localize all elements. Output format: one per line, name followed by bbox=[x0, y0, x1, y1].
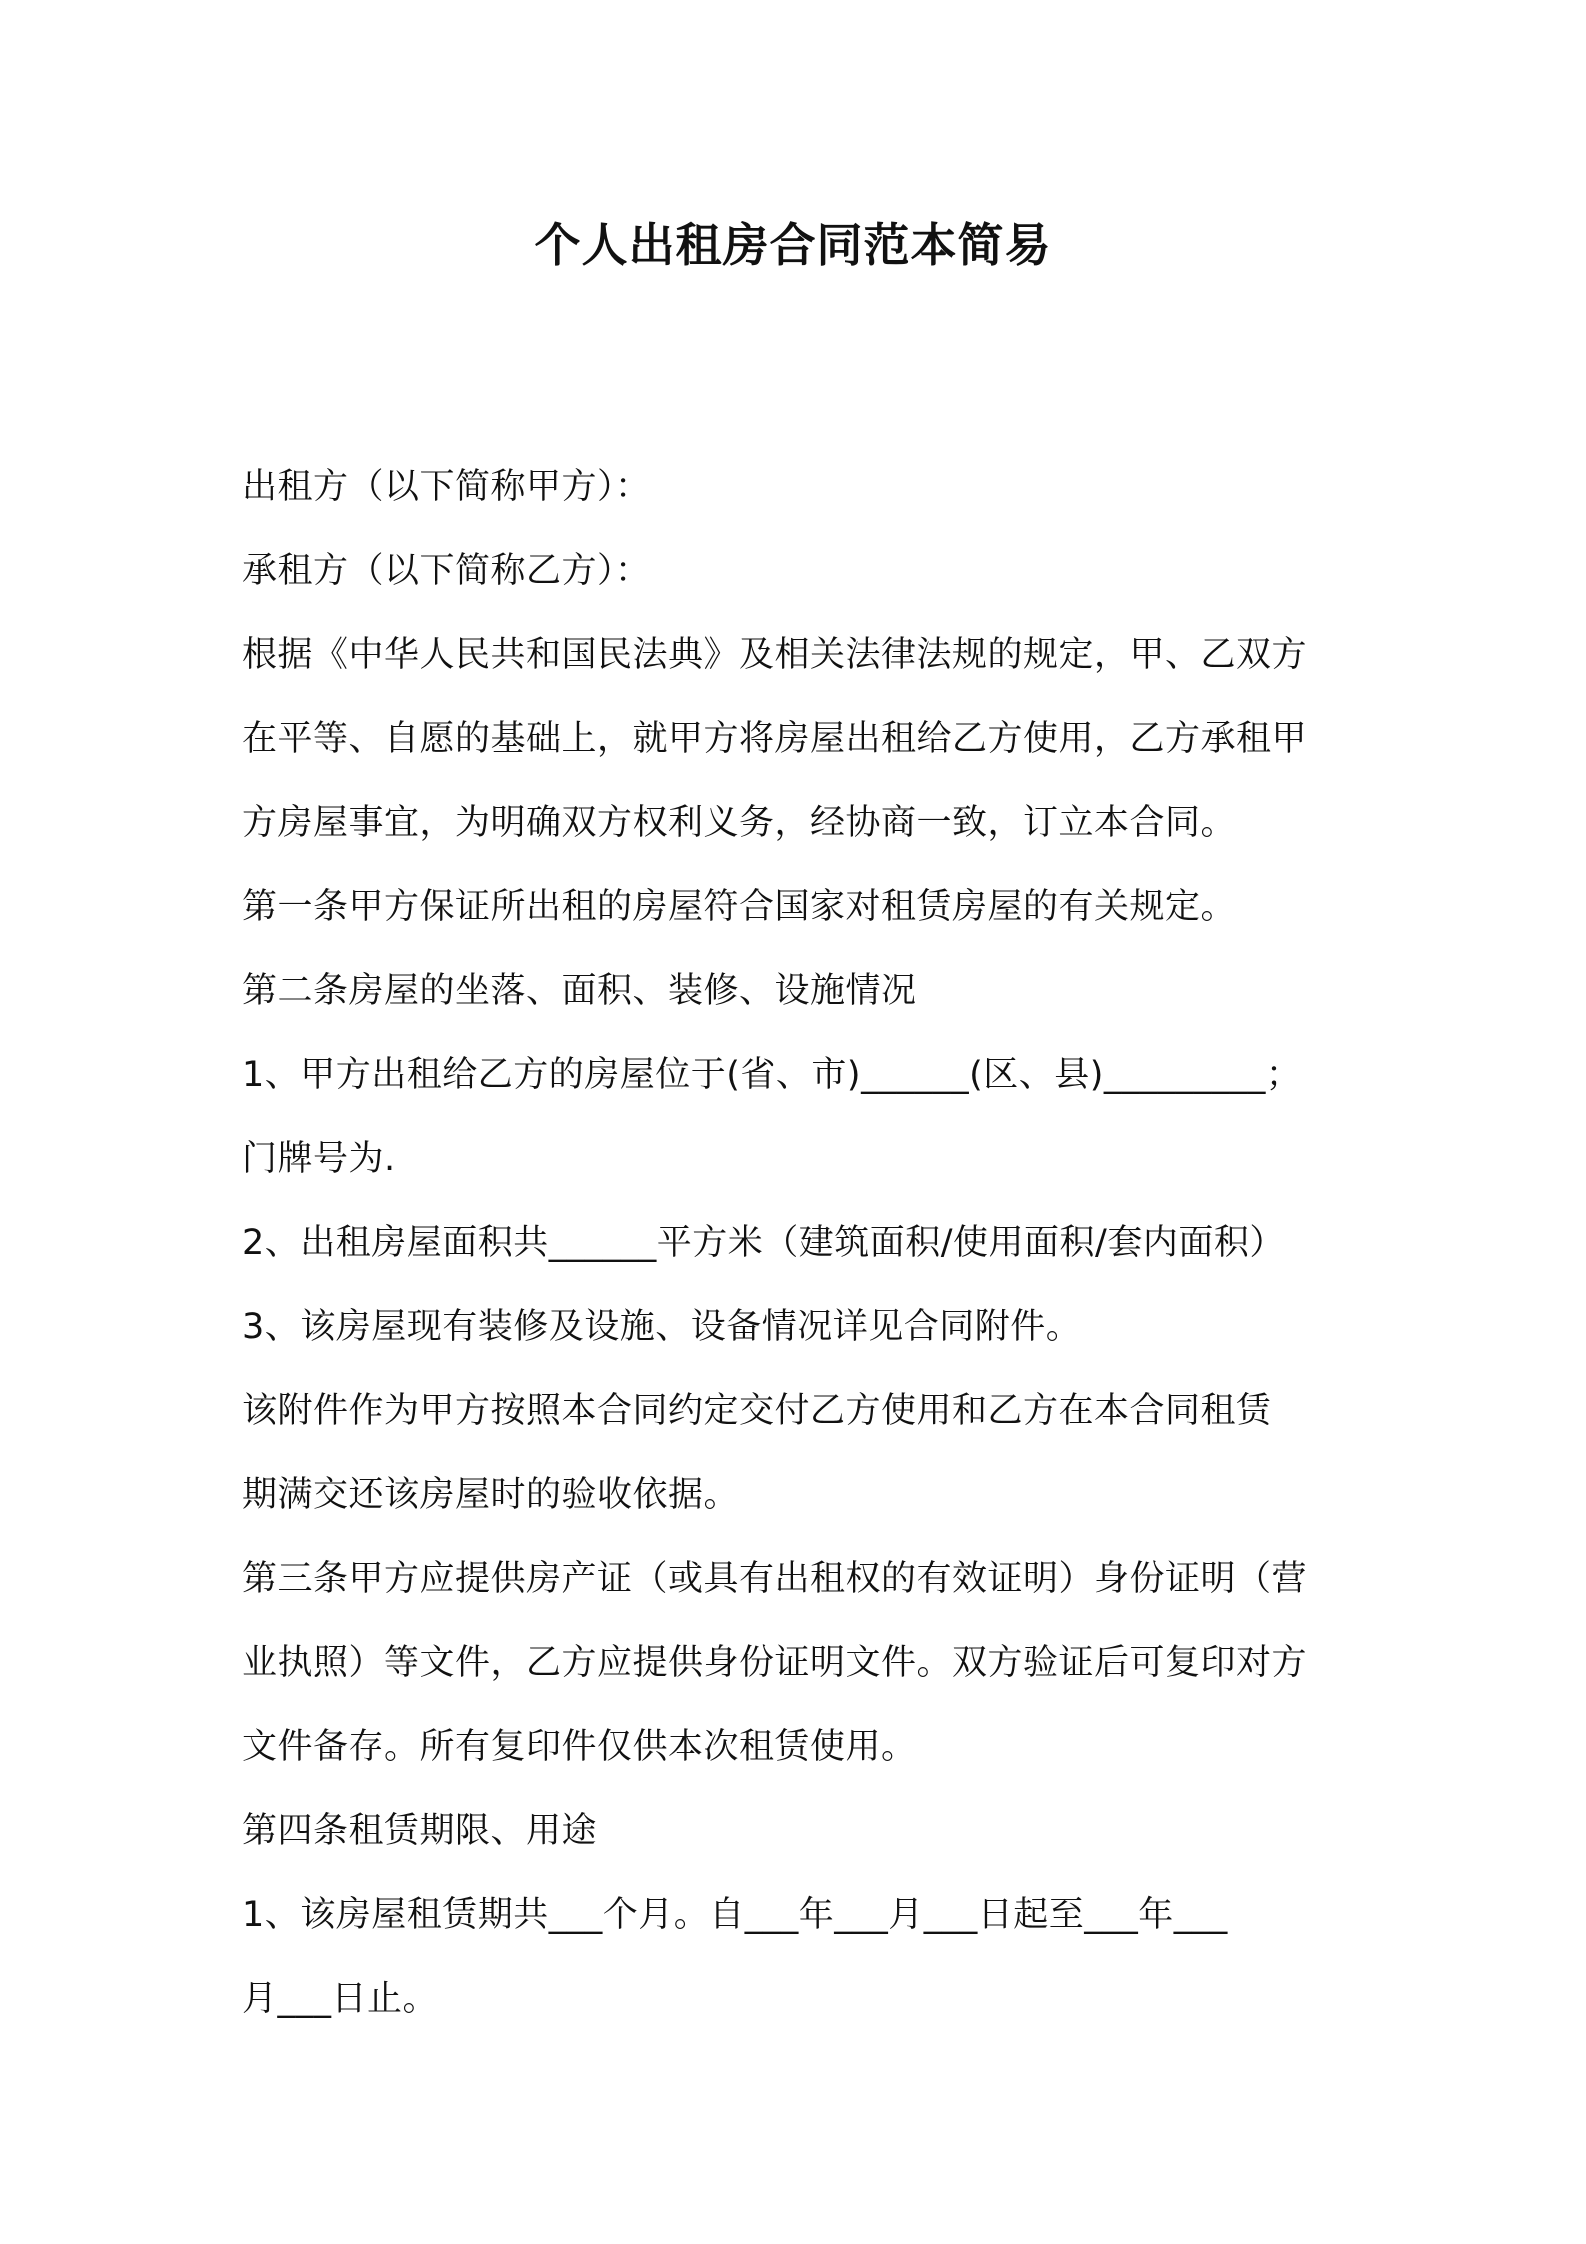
text-line-article-3-1: 第三条甲方应提供房产证（或具有出租权的有效证明）身份证明（营 bbox=[242, 1559, 1308, 1599]
text-line-article-2-item-3: 3、该房屋现有装修及设施、设备情况详见合同附件。 bbox=[242, 1307, 1082, 1347]
text-line-lessor: 出租方（以下简称甲方）： bbox=[242, 467, 651, 507]
text-line-article-2-heading: 第二条房屋的坐落、面积、装修、设施情况 bbox=[242, 971, 917, 1011]
text-line-preamble-2: 在平等、自愿的基础上，就甲方将房屋出租给乙方使用，乙方承租甲 bbox=[242, 719, 1308, 759]
text-line-article-3-2: 业执照）等文件，乙方应提供身份证明文件。双方验证后可复印对方 bbox=[242, 1643, 1308, 1683]
text-line-article-2-item-1: 1、甲方出租给乙方的房屋位于(省、市)______(区、县)_________； bbox=[242, 1055, 1302, 1095]
text-line-attachment-2: 期满交还该房屋时的验收依据。 bbox=[242, 1475, 740, 1515]
text-line-article-2-item-1-cont: 门牌号为. bbox=[242, 1139, 396, 1179]
text-line-attachment-1: 该附件作为甲方按照本合同约定交付乙方使用和乙方在本合同租赁 bbox=[242, 1391, 1272, 1431]
text-line-preamble-3: 方房屋事宜，为明确双方权利义务，经协商一致，订立本合同。 bbox=[242, 803, 1237, 843]
text-line-article-3-3: 文件备存。所有复印件仅供本次租赁使用。 bbox=[242, 1727, 917, 1767]
text-line-preamble-1: 根据《中华人民共和国民法典》及相关法律法规的规定，甲、乙双方 bbox=[242, 635, 1308, 675]
text-line-article-4-heading: 第四条租赁期限、用途 bbox=[242, 1811, 598, 1851]
text-line-article-2-item-2: 2、出租房屋面积共______平方米（建筑面积/使用面积/套内面积） bbox=[242, 1223, 1285, 1263]
text-line-article-4-item-1-cont: 月___日止。 bbox=[242, 1979, 439, 2019]
text-line-article-1: 第一条甲方保证所出租的房屋符合国家对租赁房屋的有关规定。 bbox=[242, 887, 1237, 927]
text-line-article-4-item-1: 1、该房屋租赁期共___个月。自___年___月___日起至___年___ bbox=[242, 1895, 1228, 1935]
document-body bbox=[242, 445, 1362, 2041]
document-title: 个人出租房合同范本简易 bbox=[534, 218, 1052, 272]
text-line-lessee: 承租方（以下简称乙方）： bbox=[242, 551, 651, 591]
